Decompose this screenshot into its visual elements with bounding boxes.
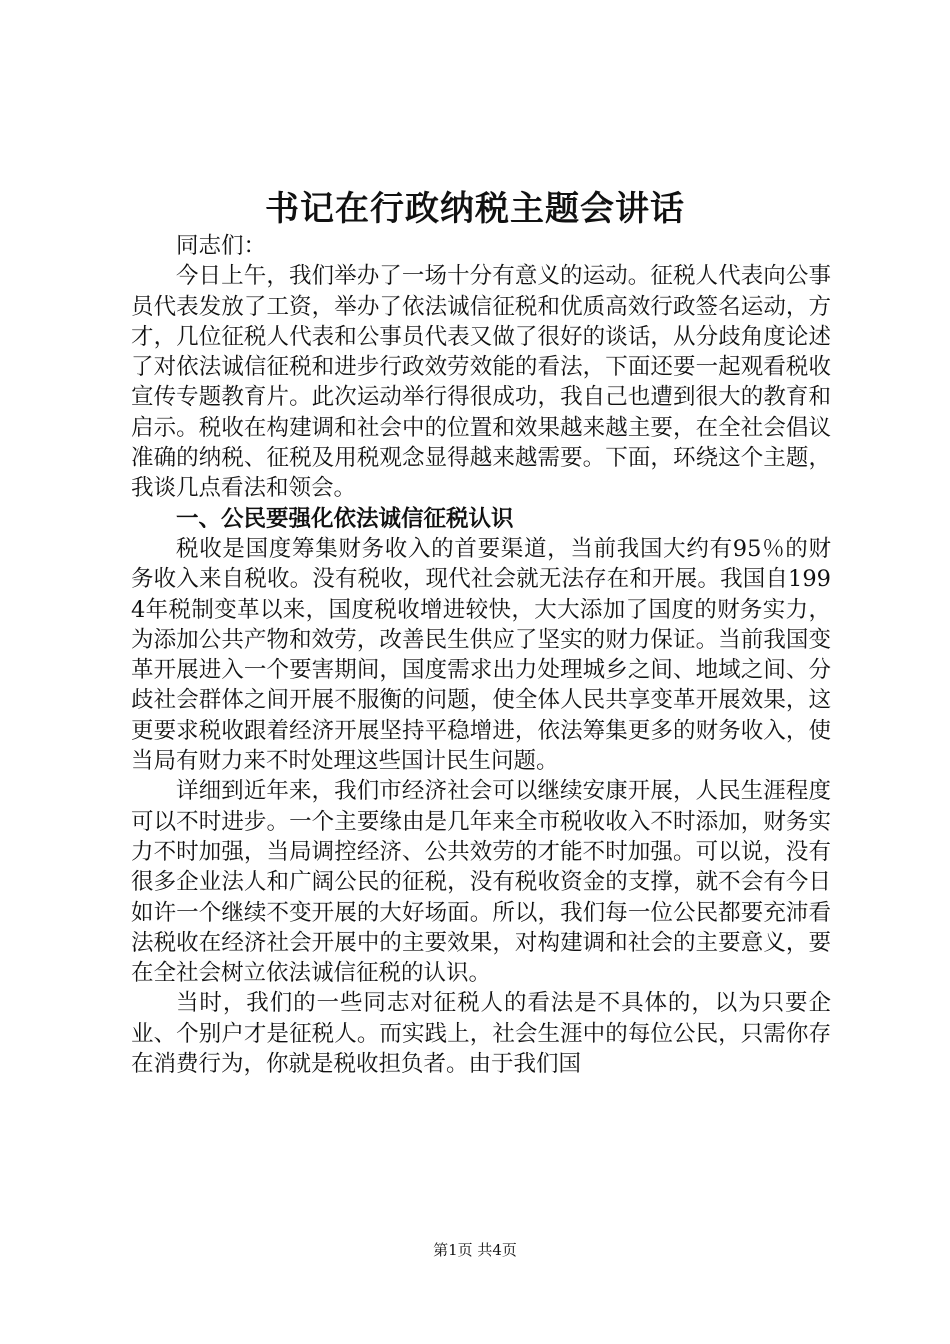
document-body xyxy=(131,231,831,1079)
document-title: 书记在行政纳税主题会讲话 xyxy=(265,189,685,229)
salutation-paragraph: 同志们： xyxy=(176,233,267,259)
body-paragraph: 详细到近年来，我们市经济社会可以继续安康开展，人民生涯程度可以不时进步。一个主要缘由是几年来全市税收收入不时添加，财务实力不时加强，当局调控经济、公共效劳的才能不时加强。可以说，没有很多企业法人和广阔公民的征税，没有税收资金的支撑，就不会有今日如许一个继续不变开展的大好场面。所以，我们每一位公民都要充沛看法税收在经济社会开展中的主要效果，对构建调和社会的主要意义，要在全社会树立依法诚信征税的认识。 xyxy=(131,778,831,987)
section-heading: 一、公民要强化依法诚信征税认识 xyxy=(176,505,514,532)
body-paragraph: 当时，我们的一些同志对征税人的看法是不具体的，以为只要企业、个别户才是征税人。而实践上，社会生涯中的每位公民，只需你存在消费行为，你就是税收担负者。由于我们国 xyxy=(131,990,831,1078)
body-paragraph: 今日上午，我们举办了一场十分有意义的运动。征税人代表向公事员代表发放了工资，举办了依法诚信征税和优质高效行政签名运动，方才，几位征税人代表和公事员代表又做了很好的谈话，从分歧角度论述了对依法诚信征税和进步行政效劳效能的看法，下面还要一起观看税收宣传专题教育片。此次运动举行得很成功，我自己也遭到很大的教育和启示。税收在构建调和社会中的位置和效果越来越主要，在全社会倡议准确的纳税、征税及用税观念显得越来越需要。下面，环绕这个主题，我谈几点看法和领会。 xyxy=(131,263,831,502)
body-paragraph: 税收是国度筹集财务收入的首要渠道，当前我国大约有95％的财务收入来自税收。没有税收，现代社会就无法存在和开展。我国自1994年税制变革以来，国度税收增进较快，大大添加了国度的财务实力，为添加公共产物和效劳，改善民生供应了坚实的财力保证。当前我国变革开展进入一个要害期间，国度需求出力处理城乡之间、地域之间、分歧社会群体之间开展不服衡的问题，使全体人民共享变革开展效果，这更要求税收跟着经济开展坚持平稳增进，依法筹集更多的财务收入，使当局有财力来不时处理这些国计民生问题。 xyxy=(131,535,831,775)
page-footer: 第1页 共4页 xyxy=(433,1241,517,1259)
